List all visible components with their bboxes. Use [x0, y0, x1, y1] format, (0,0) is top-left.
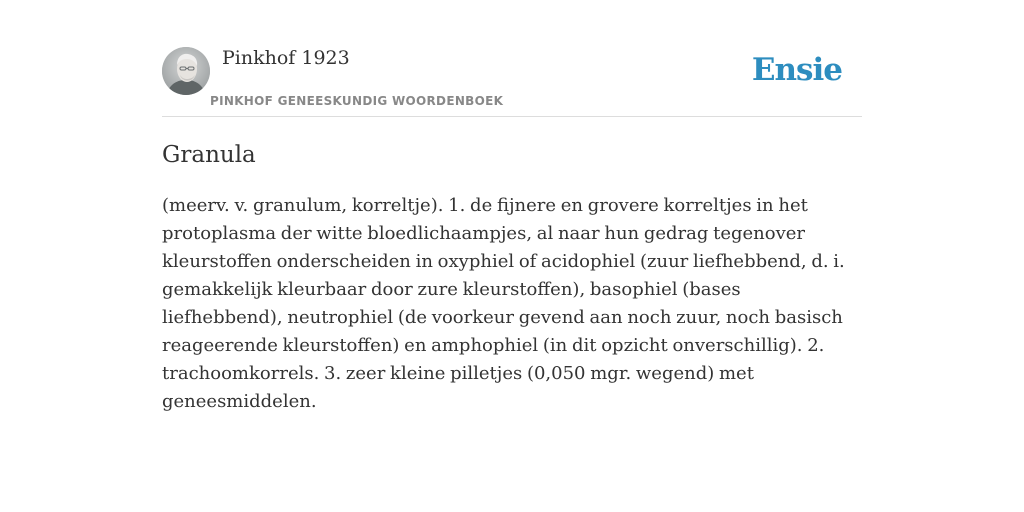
- portrait-photo-icon: [162, 47, 210, 95]
- entry-definition: (meerv. v. granulum, korreltje). 1. de fijnere en grovere korreltjes in het protoplasma der witte bloedlichaampjes, al naar hun gedrag tegenover kleurstoffen onderscheiden in oxyphiel of acidophiel (zuur liefhebbend, d. i. gemakkelijk kleurbaar door zure kleurstoffen), basophiel (bases liefhebbend), neutrophiel (de voorkeur gevend aan noch zuur, noch basisch reageerende kleurstoffen) en amphophiel (in dit opzicht onverschillig). 2. trachoomkorrels. 3. zeer kleine pilletjes (0,050 mgr. wegend) met geneesmiddelen.: [162, 195, 845, 412]
- source-name[interactable]: Pinkhof 1923: [222, 47, 350, 69]
- entry-title: Granula: [162, 142, 256, 168]
- entry-header: [162, 0, 862, 117]
- ensie-logo[interactable]: Ensie: [751, 52, 842, 88]
- source-avatar[interactable]: [162, 47, 210, 95]
- source-subtitle: PINKHOF GENEESKUNDIG WOORDENBOEK: [210, 94, 504, 108]
